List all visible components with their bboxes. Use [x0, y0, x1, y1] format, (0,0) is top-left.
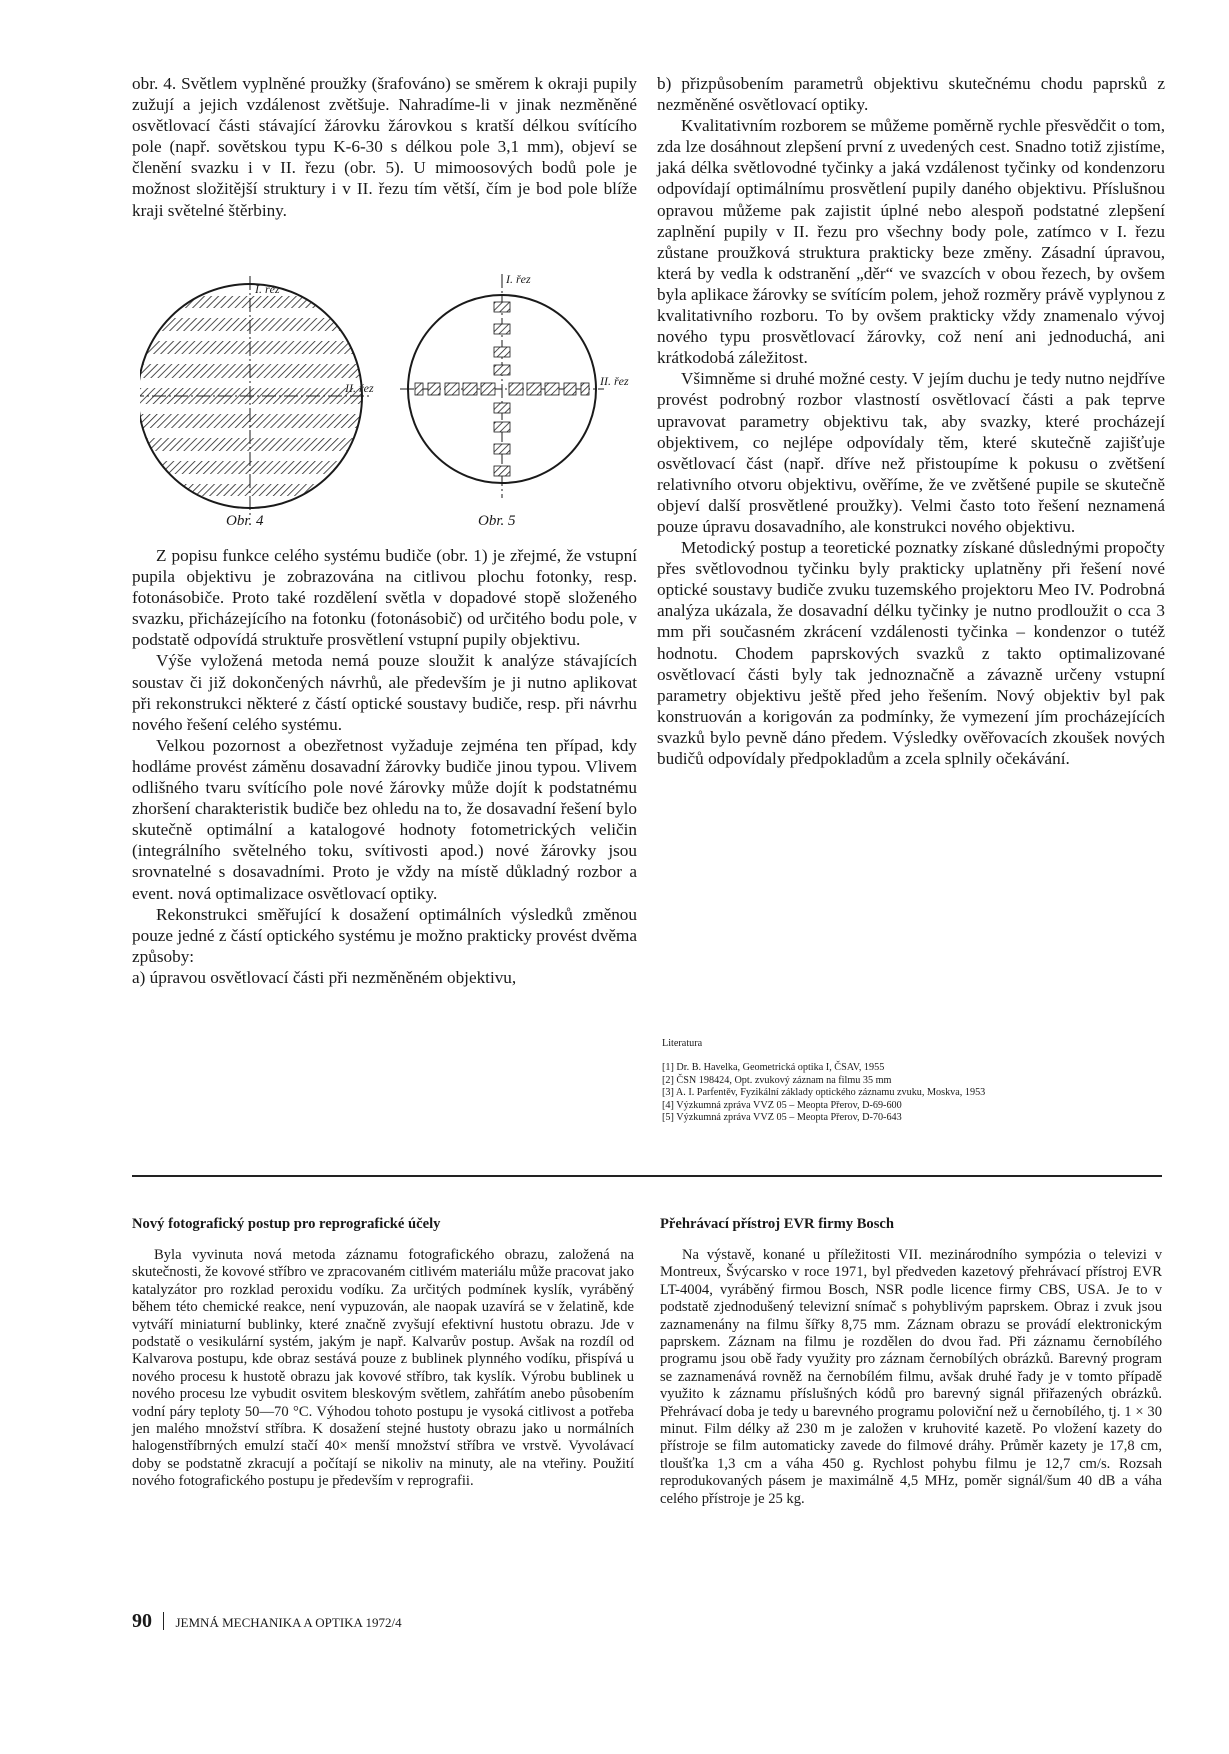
paragraph: Všimněme si druhé možné cesty. V jejím duchu je tedy nutno nejdříve provést podrobný rozbor vlastností osvětlovací části a pak teprve upravovat parametry objektivu tak, aby svazky, které procházejí objektivem, co nejlépe odpovídaly těm, které skutečně zajišťuje osvětlovací část (např. dříve než přistoupíme k pokusu o zvětšení relativního otvoru objektivu, ověříme, že ve zvětšené pupile se skutečně objeví další prosvětlené proužky). Velmi často toto řešení neznamená pouze úpravu dosavadního, ale konstrukci nového objektivu. — [657, 369, 1165, 536]
literature-item: [3] A. I. Parfentěv, Fyzikální základy optického záznamu zvuku, Moskva, 1953 — [662, 1087, 986, 1099]
fig4-label-cut1: I. řez — [255, 282, 280, 296]
article-text: Byla vyvinuta nová metoda záznamu fotografického obrazu, založená na skutečnosti, že kovové stříbro ve zpracovaném citlivém materiálu může pracovat jako katalyzátor pro rozklad peroxidu vodíku. Za určitých podmínek kyslík, vyráběný během této chemické reakce, není vypuzován, ale naopak uzavírá se v želatině, kde vytváří miniaturní bublinky, které značně zvyšují efektivní hustotu obrazu. Jde v podstatě o vesikulární systém, jakým je např. Kalvarův postup. Avšak na rozdíl od Kalvarova postupu, kde obraz sestává pouze z bublinek plynného vodíku, přispívá u nového procesu k hustotě obrazu jak kovové stříbro, tak kyslík. Výrobu bublinek u nového procesu lze vybudit osvitem bleskovým světlem, zahřátím anebo působením vodní páry teploty 50—70 °C. Výhodou tohoto postupu je vysoká citlivost a potřeba jen malého množství stříbra. K dosažení stejné hustoty obrazu jako u normálních halogenstříbrných emulzí stačí 40× menší množství stříbra ve vrstvě. Vyvolávací doby se podstatně zkracují a počítají se nikoliv na minuty, ale na vteřiny. Použití nového fotografického postupu je především v reprografii. — [132, 1247, 634, 1490]
paragraph: a) úpravou osvětlovací části při nezměněném objektivu, — [132, 967, 517, 987]
page-footer — [132, 1610, 402, 1633]
literature-item: [4] Výzkumná zpráva VVZ 05 – Meopta Přerov, D-69-600 — [662, 1099, 902, 1111]
section-divider — [132, 1175, 1162, 1177]
article-title: Nový fotografický postup pro reprografické účely — [132, 1216, 441, 1232]
literature-item: [2] ČSN 198424, Opt. zvukový záznam na filmu 35 mm — [662, 1074, 892, 1086]
fig5-label-cut1: I. řez — [506, 272, 531, 286]
article-evr-bosch — [660, 1216, 1162, 1508]
paragraph: Rekonstrukci směřující k dosažení optimálních výsledků změnou pouze jedné z částí optického systému je možno prakticky provést dvěma způsoby: — [132, 904, 637, 966]
figure-caption: Obr. 5 — [478, 513, 516, 529]
fig4-label-cut2: II. řez — [345, 381, 374, 395]
literature — [662, 1038, 1162, 1124]
page-number: 90 — [132, 1610, 152, 1632]
article-new-photographic-process — [132, 1216, 634, 1491]
paragraph: Metodický postup a teoretické poznatky získané důslednými propočty přes světlovodnou tyčinku byly prakticky uplatněny při řešení nové optické soustavy budiče zvuku tuzemského projektoru Meo IV. Podrobná analýza ukázala, že dosavadní délku tyčinky je nutno prodloužit o cca 3 mm při současném zkrácení vzdálenosti tyčinka – kondenzor o tutéž hodnotu. Chodem paprskových svazků z takto optimalizované osvětlovací části byly tak jednoznačně a závazně určeny vstupní parametry objektivu ještě před jeho řešením. Nový objektiv byl pak konstruován a korigován za podmínky, že vymezení jím procházejících svazků bylo pevně dáno předem. Výsledky ověřovacích zkoušek nových budičů odpovídaly předpokladům a zcela splnily očekávání. — [657, 538, 1165, 768]
paragraph: Kvalitativním rozborem se můžeme poměrně rychle přesvědčit o tom, zda lze dosáhnout zlepšení první z uvedených cest. Snadno totiž zjistíme, jaká délka světlovodné tyčinky a jaká vzdálenost tyčinky od kondenzoru odpovídají optimálnímu prosvětlení pupily daného objektivu. Příslušnou opravou můžeme pak zajistit úplné nebo alespoň podstatné zlepšení zaplnění pupily v II. řezu pro všechny body pole, zatímco v I. řezu zůstane proužková struktura prakticky beze změny. Zásadní úpravou, která by vedla k odstranění „děr“ ve svazcích v obou řezech, by ovšem byla aplikace žárovky se svítícím polem, jehož rozměry právě vyplynou z kvalitativního rozboru. To by ovšem prakticky vždy znamenalo vývoj nového typu prosvětlovací žárovky, což není ani jednoduchá, ani krátkodobá záležitost. — [657, 116, 1165, 368]
literature-item: [5] Výzkumná zpráva VVZ 05 – Meopta Přerov, D-70-643 — [662, 1112, 902, 1124]
footer-separator — [163, 1612, 164, 1630]
left-column-lower — [132, 545, 637, 988]
figure-caption: Obr. 4 — [226, 513, 264, 529]
paragraph: Výše vyložená metoda nemá pouze sloužit k analýze stávajících soustav či již dokončených návrhů, ale především je ji nutno aplikovat při rekonstrukci některé z částí optické soustavy budiče, resp. při návrhu nového řešení celého systému. — [132, 651, 637, 734]
fig5-label-cut2: II. řez — [600, 374, 629, 388]
article-title: Přehrávací přístroj EVR firmy Bosch — [660, 1216, 894, 1232]
paragraph: b) přizpůsobením parametrů objektivu skutečnému chodu paprsků z nezměněné osvětlovací optiky. — [657, 74, 1165, 115]
literature-title: Literatura — [662, 1038, 703, 1049]
article-text: Na výstavě, konané u příležitosti VII. mezinárodního sympózia o televizi v Montreux, Švýcarsko v roce 1971, byl předveden kazetový přehrávací přístroj EVR LT-4004, vyráběný firmou Bosch, NSR podle licence firmy CBS, USA. Je to v podstatě zjednodušený televizní snímač s pohyblivým paprskem. Obraz i zvuk jsou zaznamenány na filmu šířky 8,75 mm. Záznam obrazu se provádí elektronickým paprskem. Záznam na filmu je rozdělen do dvou řad. Při záznamu černobílého programu jsou obě řady využity pro záznam černobílých obrázků. Barevný program se zaznamenává rovněž na černobílém filmu, avšak druhé řady je v tomto případě využito k záznamu příslušných kódů pro barevný signál přiřazených obrázků. Přehrávací doba je tedy u barevného programu poloviční než u černobílého, tj. 1 × 30 minut. Film délky až 230 m je založen v kruhovité kazetě. Po vložení kazety do přístroje se film automaticky zavede do filmové dráhy. Průměr kazety je 17,8 cm, tloušťka 1,3 cm a váha 450 g. Rychlost pohybu filmu je 12,7 cm/s. Rozsah reprodukovaných pásem je maximálně 4,5 MHz, poměr signál/šum 40 dB a váha celého přístroje je 25 kg. — [660, 1247, 1162, 1507]
literature-item: [1] Dr. B. Havelka, Geometrická optika I, ČSAV, 1955 — [662, 1062, 885, 1074]
right-column — [657, 73, 1165, 769]
paragraph: Z popisu funkce celého systému budiče (obr. 1) je zřejmé, že vstupní pupila objektivu je zobrazována na citlivou plochu fotonky, resp. fotonásobiče. Proto také rozdělení světla v dopadové stopě složeného svazku, přicházejícího na fotonku (fotonásobič) od určitého bodu pole, v podstatě odpovídá struktuře prosvětlení vstupní pupily objektivu. — [132, 546, 637, 650]
paragraph: Velkou pozornost a obezřetnost vyžaduje zejména ten případ, kdy hodláme provést záměnu dosavadní žárovky budiče jinou typou. Vlivem odlišného tvaru svítícího pole nové žárovky může dojít k podstatnému zhoršení charakteristik budiče bez ohledu na to, že dosavadní řešení bylo skutečně optimální a katalogové hodnoty fotometrických veličin (integrálního světelného toku, svítivosti apod.) nové žárovky jsou srovnatelné s dosavadními. Proto je vždy na místě důkladný rozbor a event. nová optimalizace osvětlovací optiky. — [132, 735, 637, 903]
paragraph: obr. 4. Světlem vyplněné proužky (šrafováno) se směrem k okraji pupily zužují a jejich vzdálenost zvětšuje. Nahradíme-li v jinak nezměněné osvětlovací části stávající žárovku žárovkou s kratší délkou svítícího pole (např. sovětskou typu K-6-30 s délkou pole 3,1 mm), objeví se členění svazku i v II. řezu (obr. 5). U mimoosových bodů pole je možnost složitější struktury i v II. řezu tím větší, čím je bod pole blíže kraji světelné štěrbiny. — [132, 74, 637, 220]
journal-name: JEMNÁ MECHANIKA A OPTIKA 1972/4 — [175, 1615, 402, 1630]
left-column — [132, 73, 637, 221]
figure-obr-4-5 — [140, 268, 640, 526]
